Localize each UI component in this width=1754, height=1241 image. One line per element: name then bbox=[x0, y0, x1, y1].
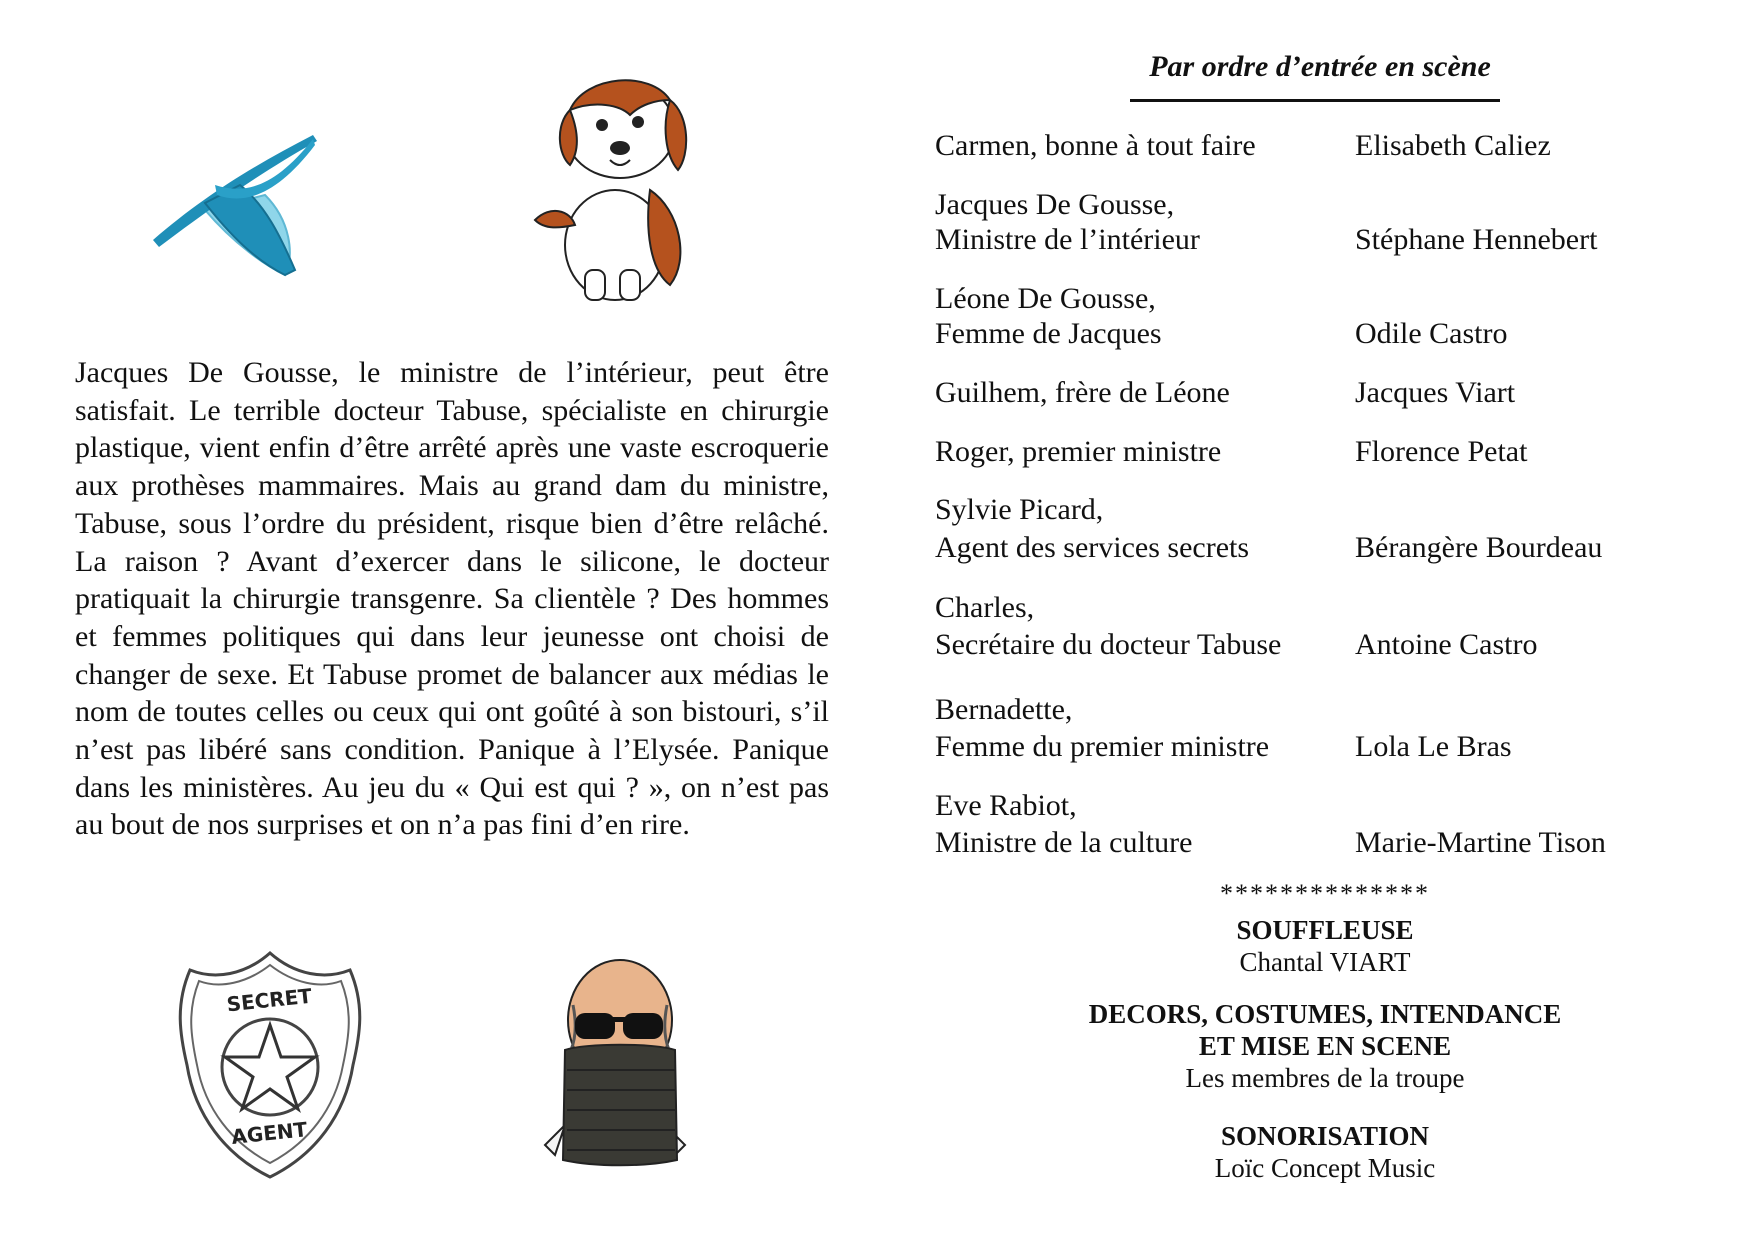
thong-illustration bbox=[145, 125, 325, 285]
separator-stars: ************** bbox=[1220, 879, 1430, 908]
cast-role: Roger, premier ministre bbox=[935, 435, 1222, 468]
cast-role-detail: Secrétaire du docteur Tabuse bbox=[935, 628, 1282, 661]
cast-role: Guilhem, frère de Léone bbox=[935, 376, 1230, 409]
cast-actor: Lola Le Bras bbox=[1355, 730, 1512, 763]
decor-title-line2: ET MISE EN SCENE bbox=[1198, 1031, 1452, 1061]
cast-role-detail: Femme de Jacques bbox=[935, 317, 1162, 350]
synopsis-text: Jacques De Gousse, le ministre de l’intérieur, peut être satisfait. Le terrible docteur Tabuse, spécialiste en chirurgie plastique, vient enfin d’être arrêté après une vaste escroquerie aux prothèses mammaires. Mais au grand dam du ministre, Tabuse, sous l’ordre du président, risque bien d’être relâché. La raison ? Avant d’exercer dans le silicone, le docteur pratiquait la chirurgie transgenre. Sa clientèle ? Des hommes et femmes politiques qui dans leur jeunesse ont choisi de changer de sexe. Et Tabuse promet de balancer aux médias le nom de toutes celles ou ceux qui ont goûté à son bistouri, s’il n’est pas libéré sans condition. Panique à l’Elysée. Panique dans les ministères. Au jeu du « Qui est qui ? », on n’est pas au bout de nos surprises et on n’a pas fini d’en rire. bbox=[75, 356, 829, 842]
cast-actor: Stéphane Hennebert bbox=[1355, 223, 1598, 256]
sound-name: Loïc Concept Music bbox=[1214, 1153, 1436, 1183]
cast-actor: Florence Petat bbox=[1355, 435, 1528, 468]
cast-role-detail: Agent des services secrets bbox=[935, 531, 1250, 564]
balaclava-man-illustration bbox=[525, 955, 705, 1170]
badge-bottom-text: AGENT bbox=[230, 1117, 309, 1149]
cast-role: Charles, bbox=[935, 591, 1035, 624]
cast-actor: Marie-Martine Tison bbox=[1355, 826, 1606, 859]
cast-role: Sylvie Picard, bbox=[935, 493, 1104, 526]
decor-title-line1: DECORS, COSTUMES, INTENDANCE bbox=[1088, 999, 1562, 1029]
prompter-title: SOUFFLEUSE bbox=[1236, 915, 1414, 945]
cast-actor: Elisabeth Caliez bbox=[1355, 129, 1551, 162]
cast-role: Léone De Gousse, bbox=[935, 282, 1156, 315]
cast-role: Jacques De Gousse, bbox=[935, 188, 1175, 221]
cast-actor: Odile Castro bbox=[1355, 317, 1508, 350]
cast-heading-underline bbox=[1130, 99, 1500, 102]
cast-actor: Jacques Viart bbox=[1355, 376, 1516, 409]
cast-role-detail: Ministre de l’intérieur bbox=[935, 223, 1200, 256]
cast-role: Eve Rabiot, bbox=[935, 789, 1077, 822]
cast-role: Carmen, bonne à tout faire bbox=[935, 129, 1256, 162]
cast-role-detail: Femme du premier ministre bbox=[935, 730, 1270, 763]
dog-illustration bbox=[530, 70, 730, 310]
badge-top-text: SECRET bbox=[225, 983, 314, 1017]
cast-actor: Bérangère Bourdeau bbox=[1355, 531, 1603, 564]
sound-title: SONORISATION bbox=[1220, 1121, 1430, 1151]
secret-agent-badge bbox=[165, 945, 375, 1185]
cast-role-detail: Ministre de la culture bbox=[935, 826, 1193, 859]
decor-name: Les membres de la troupe bbox=[1185, 1063, 1465, 1093]
cast-actor: Antoine Castro bbox=[1355, 628, 1538, 661]
prompter-name: Chantal VIART bbox=[1239, 947, 1411, 977]
cast-heading: Par ordre d’entrée en scène bbox=[1149, 50, 1491, 83]
cast-role: Bernadette, bbox=[935, 693, 1073, 726]
